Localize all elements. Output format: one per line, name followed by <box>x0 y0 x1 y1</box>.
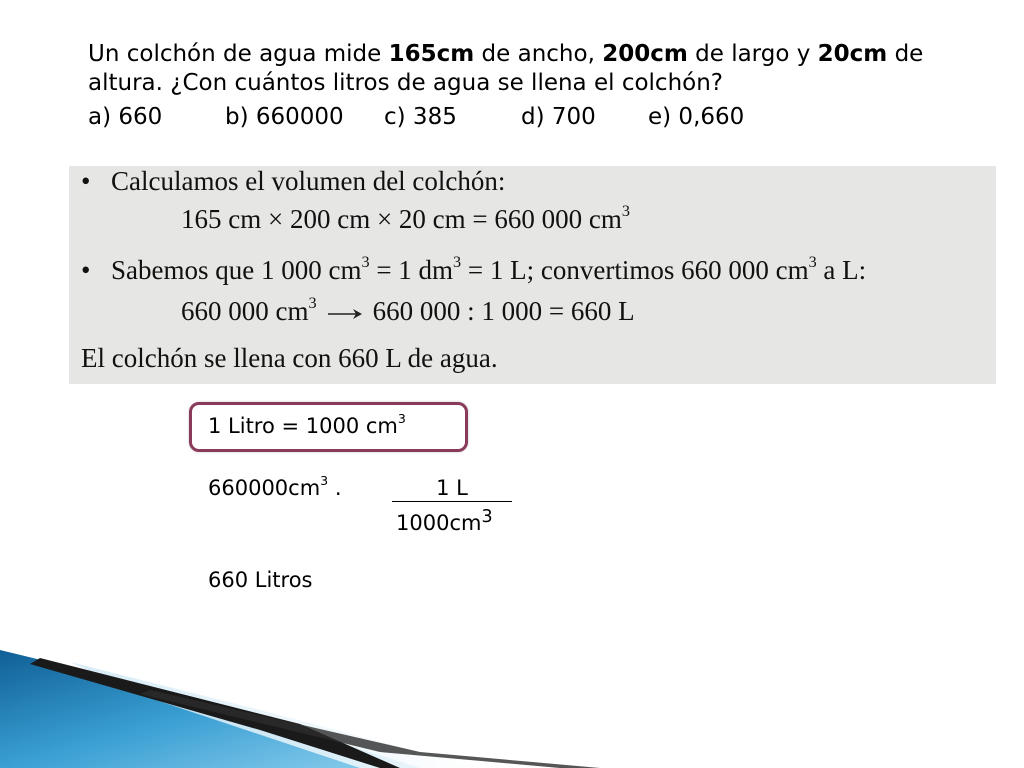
fraction-numerator: 1 L <box>392 476 512 502</box>
exponent: 3 <box>320 473 329 488</box>
problem-height: 20cm <box>817 41 888 67</box>
equivalence-text-3: = 1 L; convertimos 660 000 cm <box>461 255 809 285</box>
problem-statement <box>88 40 988 98</box>
conversion-result: 660 000 : 1 000 = 660 L <box>372 296 635 326</box>
denominator-text: 1000cm <box>396 511 482 535</box>
decorative-swoosh <box>0 640 640 768</box>
option-b: b) 660000 <box>225 104 344 130</box>
problem-text-2: de ancho, <box>474 41 603 67</box>
exponent: 3 <box>621 202 630 220</box>
solution-line-3 <box>111 255 866 286</box>
bullet-2: • <box>81 255 91 285</box>
solution-line-1: Calculamos el volumen del colchón: <box>111 166 506 196</box>
solution-conclusion: El colchón se llena con 660 L de agua. <box>81 343 498 373</box>
exponent: 3 <box>808 253 817 271</box>
exponent: 3 <box>308 294 317 312</box>
exponent: 3 <box>453 253 462 271</box>
problem-text-4: de altura. ¿Con cuántos litros de agua se llena el colchón? <box>88 41 924 96</box>
arrow-right-icon <box>327 307 363 321</box>
problem-text-1: Un colchón de agua mide <box>88 41 389 67</box>
product-volume: 660000cm <box>208 476 321 500</box>
equivalence-text-1: Sabemos que 1 000 cm <box>111 255 362 285</box>
problem-length: 200cm <box>602 41 688 67</box>
product-line <box>208 473 342 500</box>
exponent: 3 <box>361 253 370 271</box>
option-e: e) 0,660 <box>648 104 745 130</box>
option-c: c) 385 <box>384 104 457 130</box>
problem-width: 165cm <box>388 41 475 67</box>
equivalence-text-2: = 1 dm <box>369 255 454 285</box>
equivalence-text: 1 Litro = 1000 cm <box>208 414 398 438</box>
volume-calc: 165 cm × 200 cm × 20 cm = 660 000 cm <box>181 204 622 234</box>
equivalence-line <box>208 411 406 438</box>
option-d: d) 700 <box>521 104 596 130</box>
solution-panel <box>69 166 996 384</box>
product-dot: . <box>328 476 342 500</box>
option-a: a) 660 <box>88 104 163 130</box>
solution-line-2 <box>181 204 630 235</box>
exponent: 3 <box>481 507 493 527</box>
bullet-1: • <box>81 166 91 196</box>
exponent: 3 <box>397 411 406 426</box>
fraction-denominator <box>396 507 493 535</box>
final-result: 660 Litros <box>208 568 313 592</box>
equivalence-text-4: a L: <box>816 255 867 285</box>
conversion-source: 660 000 cm <box>181 296 309 326</box>
solution-line-4 <box>181 296 635 327</box>
problem-text-3: de largo y <box>687 41 818 67</box>
